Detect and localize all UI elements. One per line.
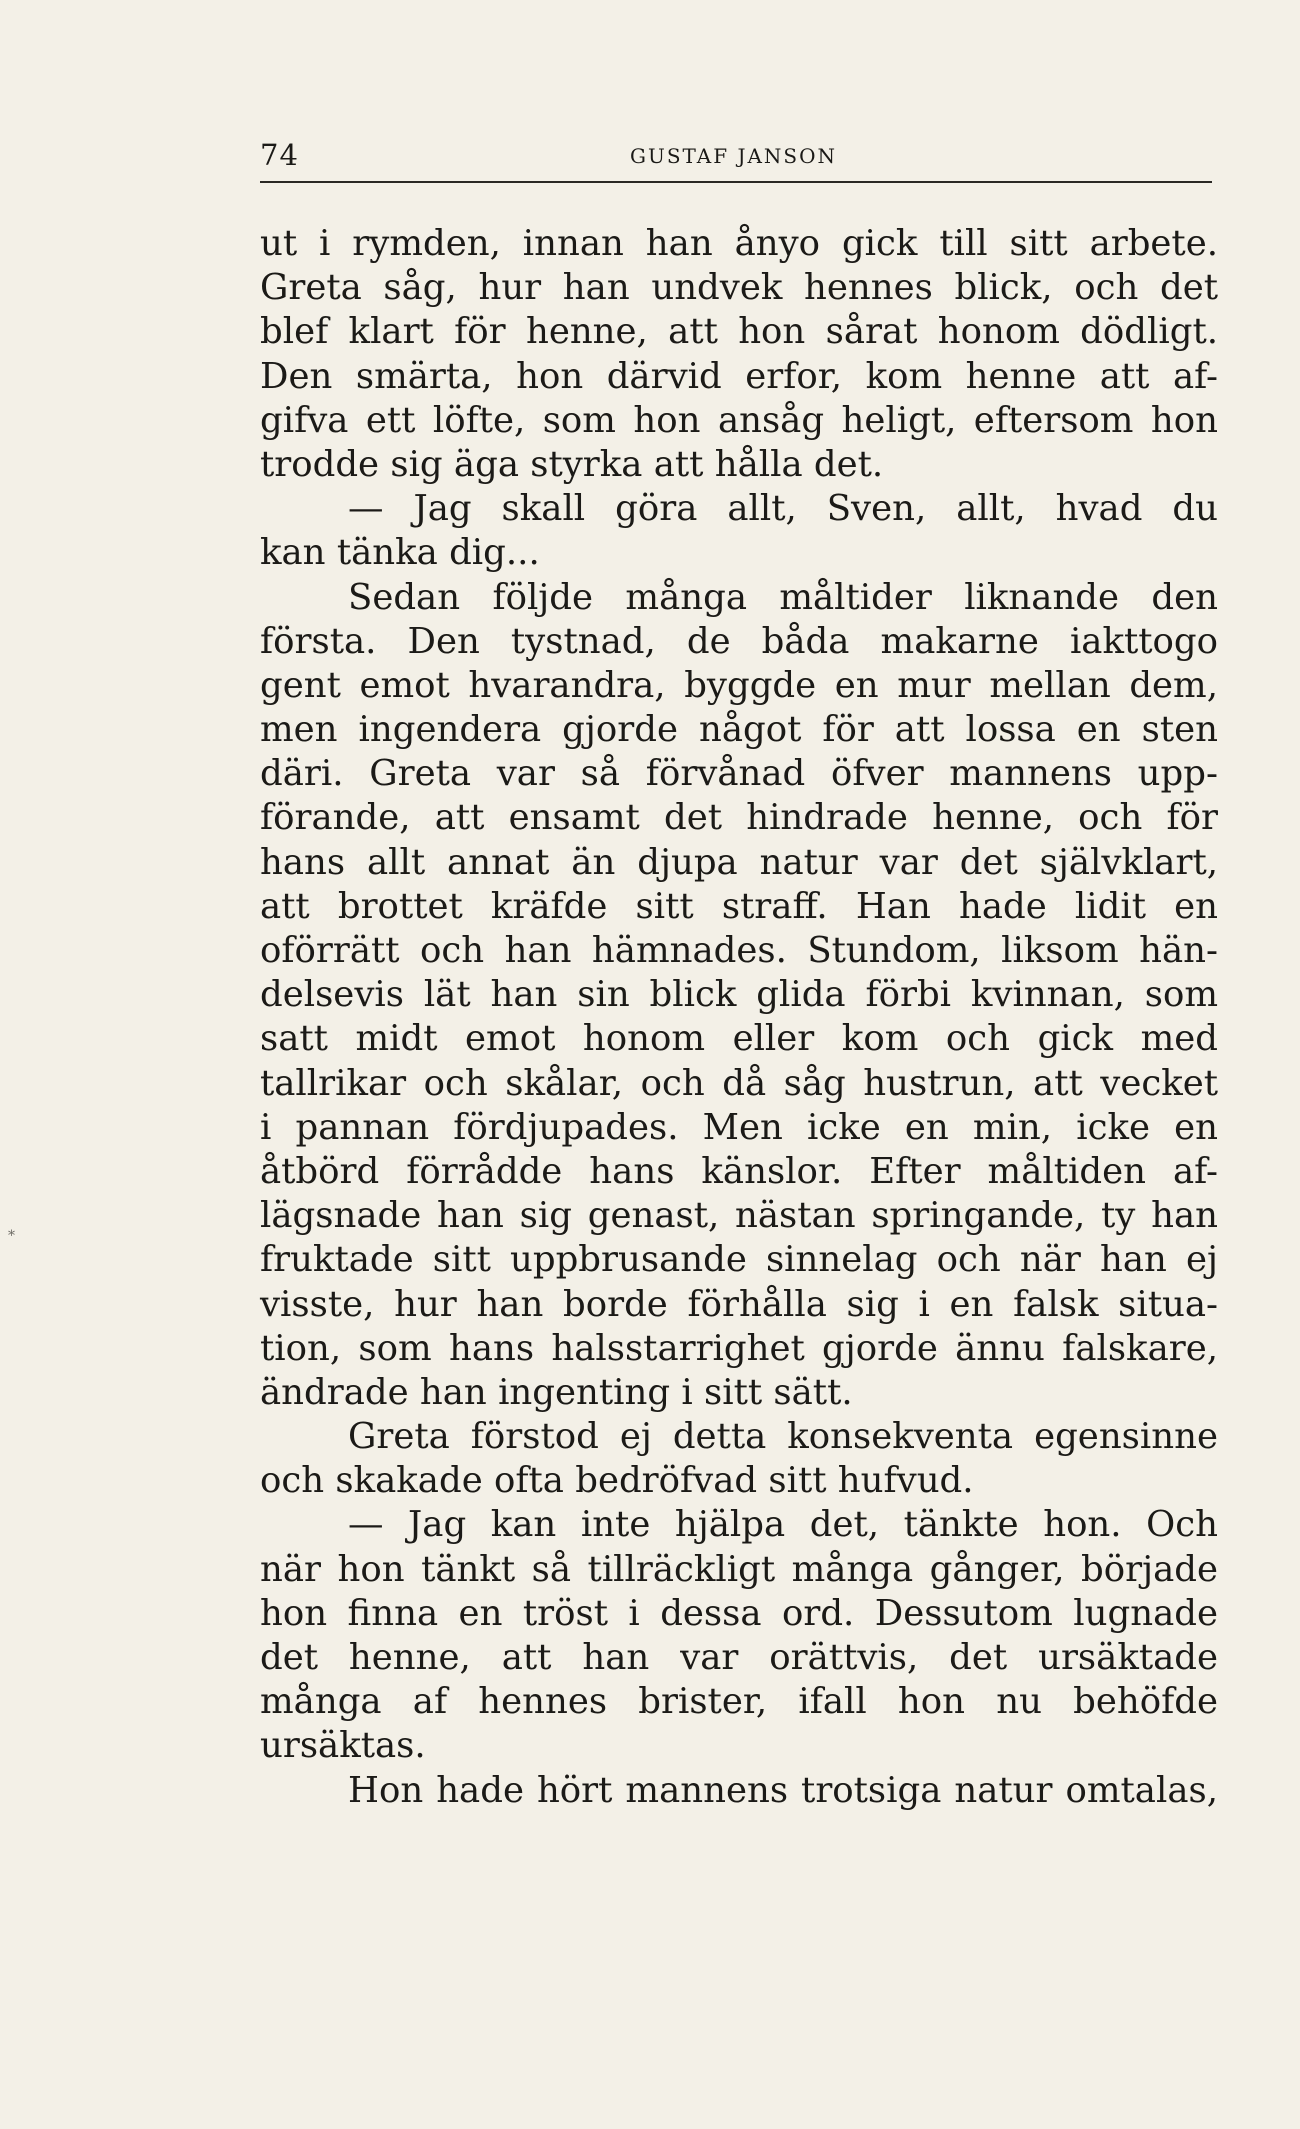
text-line: lägsnade han sig genast, nästan springande, ty han — [260, 1195, 1218, 1237]
text-line: Den smärta, hon därvid erfor, kom henne att af- — [260, 355, 1218, 397]
text-line: förande, att ensamt det hindrade henne, och för — [260, 797, 1218, 839]
text-line: tallrikar och skålar, och då såg hustrun, att vecket — [260, 1062, 1218, 1104]
text-line: att brottet kräfde sitt straff. Han hade lidit en — [260, 885, 1218, 927]
text-line: Greta förstod ej detta konsekventa egensinne — [348, 1416, 1218, 1458]
text-line: många af hennes brister, ifall hon nu behöfde — [260, 1681, 1218, 1723]
text-line: ändrade han ingenting i sitt sätt. — [260, 1371, 853, 1413]
text-line: — Jag kan inte hjälpa det, tänkte hon. Och — [348, 1504, 1218, 1546]
text-line: satt midt emot honom eller kom och gick med — [260, 1018, 1218, 1060]
text-line: hans allt annat än djupa natur var det självklart, — [260, 841, 1218, 883]
text-line: gifva ett löfte, som hon ansåg heligt, eftersom hon — [260, 399, 1218, 441]
text-line: hon finna en tröst i dessa ord. Dessutom lugnade — [260, 1592, 1218, 1634]
text-line: ursäktas. — [260, 1725, 426, 1767]
text-line: det henne, att han var orättvis, det ursäktade — [260, 1637, 1218, 1678]
text-line: och skakade ofta bedröfvad sitt hufvud. — [260, 1460, 974, 1502]
text-line: oförrätt och han hämnades. Stundom, liksom hän- — [260, 930, 1218, 971]
text-line: fruktade sitt uppbrusande sinnelag och när han ej — [260, 1239, 1218, 1281]
margin-mark: * — [8, 1228, 15, 1244]
text-line: tion, som hans halsstarrighet gjorde ännu falskare, — [260, 1327, 1218, 1369]
text-line: Sedan följde många måltider liknande den — [348, 576, 1218, 618]
text-line: första. Den tystnad, de båda makarne iakttogo — [260, 620, 1218, 662]
text-line: visste, hur han borde förhålla sig i en falsk situa- — [260, 1283, 1218, 1325]
text-line: kan tänka dig... — [260, 532, 540, 574]
text-line: — Jag skall göra allt, Sven, allt, hvad du — [348, 488, 1218, 530]
text-line: däri. Greta var så förvånad öfver mannens upp- — [260, 753, 1218, 795]
page-header — [260, 138, 1212, 178]
text-line: trodde sig äga styrka att hålla det. — [260, 443, 884, 485]
text-line: i pannan fördjupades. Men icke en min, icke en — [260, 1106, 1218, 1148]
text-line: delsevis lät han sin blick glida förbi kvinnan, som — [260, 974, 1218, 1016]
text-line: men ingendera gjorde något för att lossa en sten — [260, 709, 1218, 751]
text-line: när hon tänkt så tillräckligt många gånger, började — [260, 1548, 1218, 1590]
text-line: åtbörd förrådde hans känslor. Efter måltiden af- — [260, 1150, 1218, 1192]
text-line: gent emot hvarandra, byggde en mur mellan dem, — [260, 664, 1218, 706]
text-line: Hon hade hört mannens trotsiga natur omtalas, — [348, 1769, 1218, 1811]
text-line: ut i rymden, innan han ånyo gick till sitt arbete. — [260, 223, 1218, 264]
running-head: GUSTAF JANSON — [630, 144, 838, 168]
body-text — [260, 222, 1218, 1813]
page-number: 74 — [260, 138, 299, 172]
header-rule — [260, 181, 1212, 183]
text-line: Greta såg, hur han undvek hennes blick, och det — [260, 267, 1218, 309]
text-line: blef klart för henne, att hon sårat honom dödligt. — [260, 311, 1218, 353]
